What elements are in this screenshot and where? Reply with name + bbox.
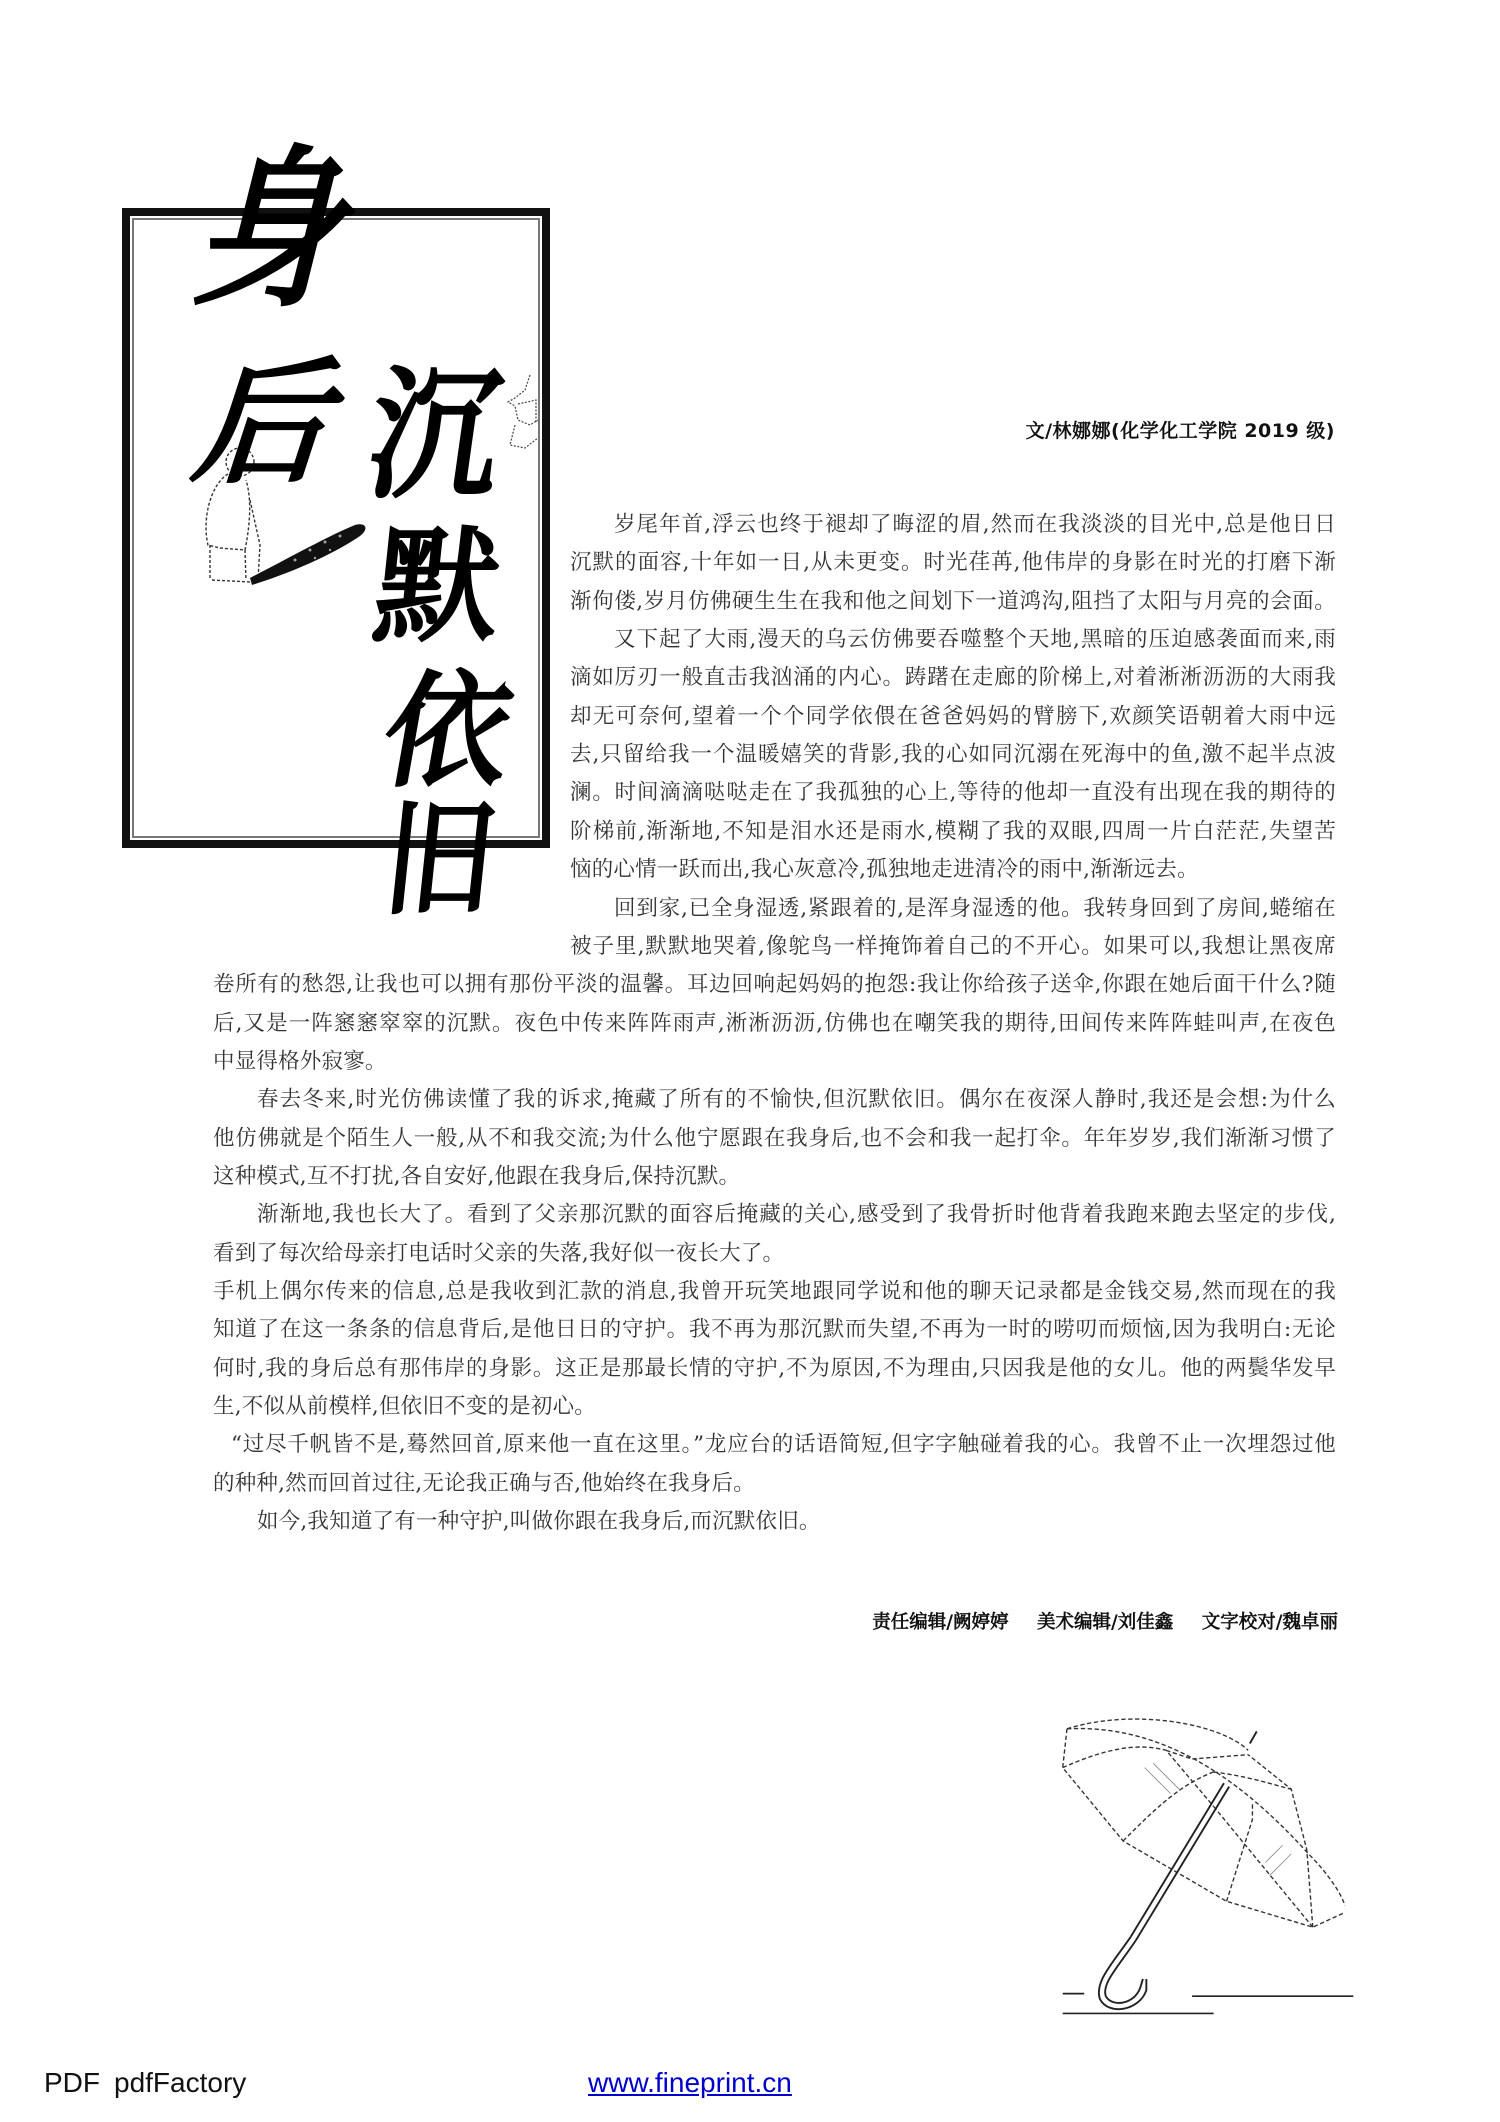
title-char-3: 沉 <box>358 350 512 519</box>
title-char-5: 依 <box>372 659 523 805</box>
text-line: 生,不似从前模样,但依旧不变的是初心。 <box>213 1394 596 1420</box>
text-line: 又下起了大雨,漫天的乌云仿佛要吞噬整个天地,黑暗的压迫感袭面而来,雨 <box>614 627 1336 653</box>
text-line: 却无可奈何,望着一个个同学依偎在爸爸妈妈的臂膀下,欢颜笑语朝着大雨中远 <box>570 703 1336 729</box>
umbrella-illustration <box>1030 1690 1380 2035</box>
fineprint-link[interactable]: www.fineprint.cn <box>588 2067 792 2098</box>
text-line: 的种种,然而回首过往,无论我正确与否,他始终在我身后。 <box>213 1470 755 1496</box>
text-line: 澜。时间滴滴哒哒走在了我孤独的心上,等待的他却一直没有出现在我的期待的 <box>570 780 1336 806</box>
text-line: 如今,我知道了有一种守护,叫做你跟在我身后,而沉默依旧。 <box>257 1509 821 1535</box>
text-line: 手机上偶尔传来的信息,总是我收到汇款的消息,我曾开玩笑地跟同学说和他的聊天记录都是金钱交易,然而现在的我 <box>213 1279 1336 1304</box>
text-line: 渐佝偻,岁月仿佛硬生生在我和他之间划下一道鸿沟,阻挡了太阳与月亮的会面。 <box>570 588 1336 614</box>
text-line: 被子里,默默地哭着,像鸵鸟一样掩饰着自己的不开心。如果可以,我想让黑夜席 <box>570 933 1336 959</box>
text-line: 中显得格外寂寥。 <box>213 1048 387 1074</box>
text-line: 沉默的面容,十年如一日,从未更变。时光荏苒,他伟岸的身影在时光的打磨下渐 <box>570 550 1336 576</box>
text-line: 滴如厉刃一般直击我汹涌的内心。踌躇在走廊的阶梯上,对着淅淅沥沥的大雨我 <box>570 665 1336 691</box>
title-char-2: 后 <box>179 343 366 502</box>
text-line: 阶梯前,渐渐地,不知是泪水还是雨水,模糊了我的双眼,四周一片白茫茫,失望苦 <box>570 818 1336 844</box>
text-line: “过尽千帆皆不是,蓦然回首,原来他一直在这里。”龙应台的话语简短,但字字触碰着我的心。我曾不止一次埋怨过他 <box>231 1432 1336 1458</box>
title-char-6: 旧 <box>377 785 503 934</box>
title-char-4: 默 <box>367 514 508 660</box>
credit-art-editor: 美术编辑/刘佳鑫 <box>1037 1612 1174 1633</box>
text-line: 卷所有的愁怨,让我也可以拥有那份平淡的温馨。耳边回响起妈妈的抱怨:我让你给孩子送伞,你跟在她后面干什么?随 <box>213 972 1336 998</box>
credit-proofreader: 文字校对/魏卓丽 <box>1201 1612 1338 1633</box>
credit-editor: 责任编辑/阙婷婷 <box>872 1612 1009 1633</box>
author-byline: 文/林娜娜(化学化工学院 2019 级) <box>1025 420 1335 442</box>
editorial-credits <box>780 1608 1338 1634</box>
text-line: 这种模式,互不打扰,各自安好,他跟在我身后,保持沉默。 <box>213 1163 741 1189</box>
text-line: 恼的心情一跃而出,我心灰意冷,孤独地走进清冷的雨中,渐渐远去。 <box>570 857 1199 883</box>
text-line: 岁尾年首,浮云也终于褪却了晦涩的眉,然而在我淡淡的目光中,总是他日日 <box>614 512 1336 537</box>
text-line: 何时,我的身后总有那伟岸的身影。这正是那最长情的守护,不为原因,不为理由,只因我是他的女儿。他的两鬓华发早 <box>213 1355 1336 1381</box>
text-line: 后,又是一阵窸窸窣窣的沉默。夜色中传来阵阵雨声,淅淅沥沥,仿佛也在嘲笑我的期待,田间传来阵阵蛙叫声,在夜色 <box>213 1010 1336 1036</box>
text-line: 去,只留给我一个温暖嬉笑的背影,我的心如同沉溺在死海中的鱼,激不起半点波 <box>570 742 1336 768</box>
text-line: 回到家,已全身湿透,紧跟着的,是浑身湿透的他。我转身回到了房间,蜷缩在 <box>614 895 1336 921</box>
pdffactory-label: pdfFactory <box>114 2067 247 2098</box>
text-line: 看到了每次给母亲打电话时父亲的失落,我好似一夜长大了。 <box>213 1240 785 1266</box>
pdf-factory-watermark <box>44 2067 246 2099</box>
title-char-1: 身 <box>179 128 381 332</box>
text-line: 春去冬来,时光仿佛读懂了我的诉求,掩藏了所有的不愉快,但沉默依旧。偶尔在夜深人静时,我还是会想:为什么 <box>257 1087 1336 1113</box>
pdf-label: PDF <box>44 2067 100 2098</box>
text-line: 知道了在这一条条的信息背后,是他日日的守护。我不再为那沉默而失望,不再为一时的唠叨而烦恼,因为我明白:无论 <box>213 1317 1336 1343</box>
text-line: 渐渐地,我也长大了。看到了父亲那沉默的面容后掩藏的关心,感受到了我骨折时他背着我跑来跑去坚定的步伐, <box>257 1202 1336 1228</box>
text-line: 他仿佛就是个陌生人一般,从不和我交流;为什么他宁愿跟在我身后,也不会和我一起打伞。年年岁岁,我们渐渐习惯了 <box>213 1125 1336 1151</box>
